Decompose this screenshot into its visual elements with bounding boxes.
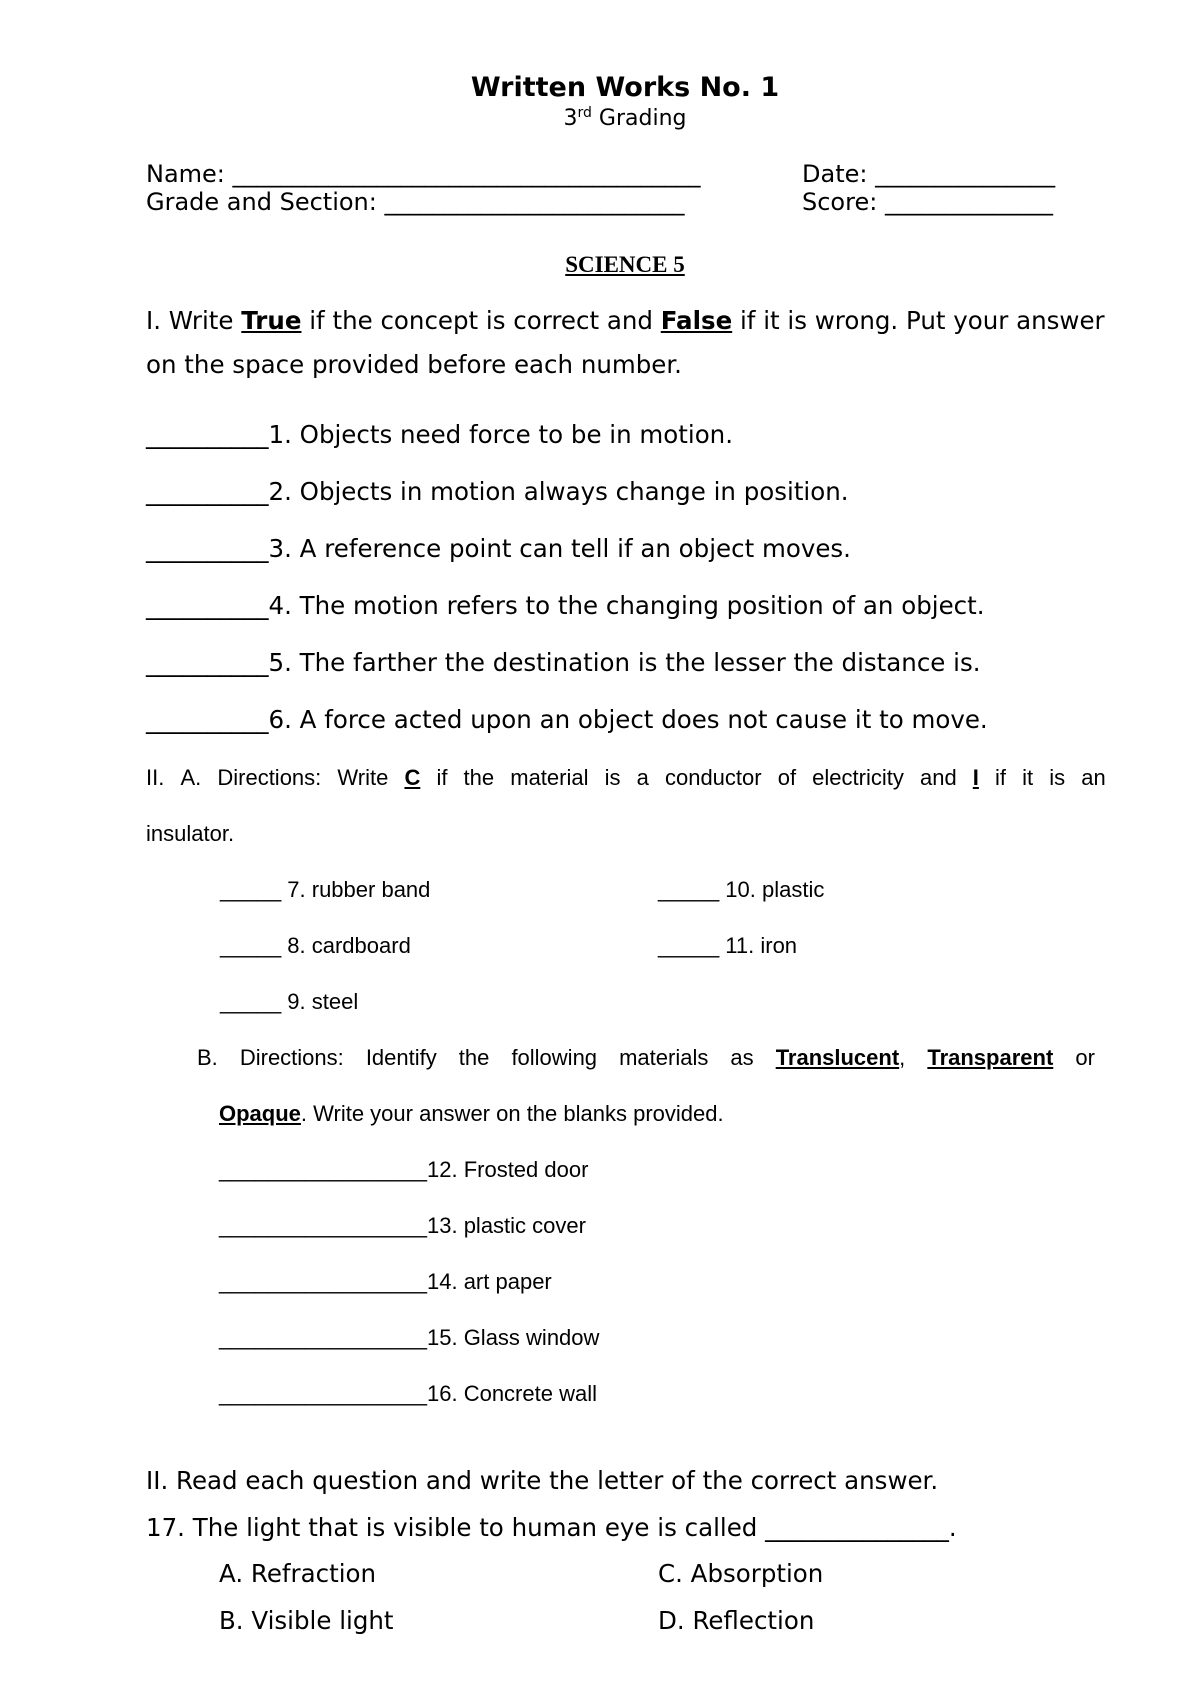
grading-suffix: rd bbox=[577, 105, 592, 121]
p2a-word: is bbox=[1049, 765, 1066, 790]
name-label: Name: bbox=[146, 160, 233, 188]
question-5: __________5. The farther the destination is the lesser the distance is. bbox=[146, 648, 981, 677]
p2b-word: or bbox=[1075, 1045, 1095, 1070]
p2a-word: Directions: bbox=[217, 765, 322, 790]
p2b-word: Identify bbox=[365, 1045, 437, 1070]
p2b-word: Directions: bbox=[239, 1045, 344, 1070]
p2b-word: B. bbox=[197, 1045, 218, 1070]
opaque-keyword: Opaque bbox=[219, 1101, 301, 1126]
p2a-word: Write bbox=[337, 765, 389, 790]
transparent-keyword: Transparent bbox=[927, 1045, 1054, 1070]
part1-instr-pre: I. Write bbox=[146, 306, 242, 335]
question-13: _________________13. plastic cover bbox=[219, 1213, 586, 1238]
question-3: __________3. A reference point can tell if an object moves. bbox=[146, 534, 851, 563]
question-4: __________4. The motion refers to the changing position of an object. bbox=[146, 591, 985, 620]
translucent-keyword: Translucent bbox=[775, 1045, 900, 1070]
question-12: _________________12. Frosted door bbox=[219, 1157, 589, 1182]
worksheet-subtitle bbox=[0, 106, 1200, 131]
option-c: C. Absorption bbox=[658, 1559, 824, 1588]
p2a-word: material bbox=[510, 765, 589, 790]
option-a: A. Refraction bbox=[219, 1559, 377, 1588]
part2a-instructions-line2: insulator. bbox=[146, 821, 235, 846]
p2b-word: as bbox=[730, 1045, 754, 1070]
score-label: Score: bbox=[802, 188, 885, 216]
part2b-instructions-line2 bbox=[219, 1101, 724, 1127]
p2b-word: the bbox=[458, 1045, 490, 1070]
true-keyword: True bbox=[241, 306, 302, 335]
worksheet-title: Written Works No. 1 bbox=[470, 72, 780, 103]
date-row bbox=[802, 160, 1055, 188]
part2a-instructions bbox=[146, 765, 1106, 791]
insulator-letter: I bbox=[972, 765, 979, 790]
grade-section-row bbox=[146, 188, 684, 216]
option-b: B. Visible light bbox=[219, 1606, 394, 1635]
p2a-word: a bbox=[636, 765, 649, 790]
grading-label: Grading bbox=[591, 106, 687, 131]
question-16: _________________16. Concrete wall bbox=[219, 1381, 597, 1406]
question-8: _____ 8. cardboard bbox=[220, 933, 411, 958]
p2a-word: if bbox=[995, 765, 1007, 790]
p2b-comma: , bbox=[899, 1045, 906, 1070]
question-11: _____ 11. iron bbox=[658, 933, 798, 958]
p2a-word: A. bbox=[180, 765, 202, 790]
grading-number: 3 bbox=[563, 106, 578, 131]
translucent-group bbox=[776, 1045, 906, 1071]
question-17: 17. The light that is visible to human eye is called _______________. bbox=[146, 1513, 957, 1542]
question-10: _____ 10. plastic bbox=[658, 877, 825, 902]
question-14: _________________14. art paper bbox=[219, 1269, 552, 1294]
p2a-word: conductor bbox=[664, 765, 762, 790]
p2a-word: electricity bbox=[812, 765, 904, 790]
option-d: D. Reflection bbox=[658, 1606, 815, 1635]
p2a-word: of bbox=[777, 765, 797, 790]
question-6: __________6. A force acted upon an object does not cause it to move. bbox=[146, 705, 988, 734]
part3-instructions: II. Read each question and write the letter of the correct answer. bbox=[146, 1466, 939, 1495]
part1-instructions bbox=[146, 306, 1105, 335]
p2b-word: materials bbox=[619, 1045, 709, 1070]
score-row bbox=[802, 188, 1053, 216]
p2b-line2-rest: . Write your answer on the blanks provided. bbox=[300, 1101, 724, 1126]
part1-instr-post: if it is wrong. Put your answer bbox=[732, 306, 1105, 335]
false-keyword: False bbox=[660, 306, 733, 335]
part1-instr-mid: if the concept is correct and bbox=[301, 306, 661, 335]
question-15: _________________15. Glass window bbox=[219, 1325, 600, 1350]
p2a-word: the bbox=[463, 765, 495, 790]
p2a-word: it bbox=[1022, 765, 1034, 790]
p2a-word: is bbox=[604, 765, 621, 790]
part1-instructions-line2: on the space provided before each number. bbox=[146, 350, 682, 379]
p2a-word: and bbox=[919, 765, 957, 790]
conductor-letter: C bbox=[404, 765, 421, 790]
p2a-word: an bbox=[1081, 765, 1106, 790]
part2b-instructions bbox=[197, 1045, 1095, 1071]
date-label: Date: bbox=[802, 160, 876, 188]
p2a-word: if bbox=[436, 765, 448, 790]
grade-section-blank[interactable]: _________________________ bbox=[384, 188, 685, 216]
question-1: __________1. Objects need force to be in motion. bbox=[146, 420, 733, 449]
p2a-word: II. bbox=[146, 765, 165, 790]
date-blank[interactable]: _______________ bbox=[875, 160, 1056, 188]
name-row bbox=[146, 160, 701, 188]
subject-heading: SCIENCE 5 bbox=[565, 252, 685, 277]
score-blank[interactable]: ______________ bbox=[884, 188, 1053, 216]
question-7: _____ 7. rubber band bbox=[220, 877, 431, 902]
name-blank[interactable]: _______________________________________ bbox=[232, 160, 701, 188]
grade-section-label: Grade and Section: bbox=[146, 188, 385, 216]
question-2: __________2. Objects in motion always change in position. bbox=[146, 477, 849, 506]
question-9: _____ 9. steel bbox=[220, 989, 359, 1014]
p2b-word: following bbox=[511, 1045, 598, 1070]
